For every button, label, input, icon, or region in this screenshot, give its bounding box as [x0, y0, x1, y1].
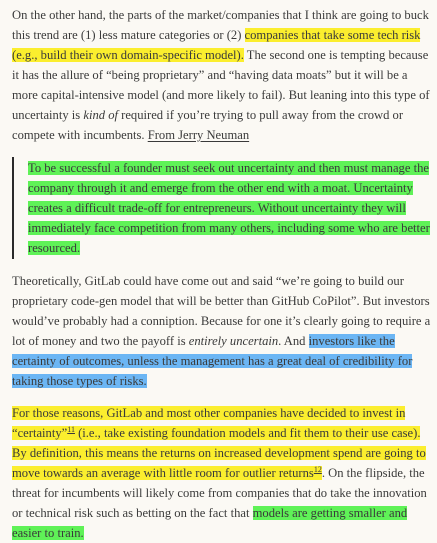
paragraph-text: required if you’re trying to pull away from the crowd or compete with incumbents. [12, 108, 404, 142]
emphasis-text: entirely uncertain [188, 334, 279, 348]
footnote-ref-11[interactable]: 11 [67, 426, 75, 440]
paragraph-certainty [12, 403, 432, 543]
paragraph-text: The second one is tempting because it has the allure of “being proprietary” and “having data moats” but it will be a more capital-intensive model (and more likely to fail). But leaning into this type of uncertainty is [12, 48, 430, 122]
highlight-yellow[interactable]: (i.e., take existing foundation models and fit them to their use case). By definition, this means the returns on increased development spend are going to move towards an average with little room for outlier returns [12, 426, 426, 480]
paragraph-text: . And [278, 334, 309, 348]
footnote-ref-12[interactable]: 12 [314, 466, 322, 480]
highlight-yellow[interactable]: companies that take some tech risk (e.g., build their own domain-specific model). [12, 28, 421, 62]
source-link-jerry-neuman[interactable]: From Jerry Neuman [147, 128, 250, 142]
highlight-blue[interactable]: investors like the certainty of outcomes, unless the management has a great deal of credibility for taking those types of risks. [12, 334, 413, 388]
paragraph-market-trend [12, 5, 432, 145]
paragraph-gitlab [12, 271, 432, 391]
article-body [12, 5, 432, 543]
blockquote [12, 157, 432, 259]
paragraph-text: On the other hand, the parts of the market/companies that I think are going to buck this trend are (1) less mature categories or (2) [12, 8, 429, 42]
highlight-green[interactable]: models are getting smaller and easier to train. [12, 506, 408, 540]
emphasis-text: kind of [83, 108, 118, 122]
highlight-yellow[interactable]: For those reasons, GitLab and most other companies have decided to invest in “certainty” [12, 406, 406, 440]
quote-text [28, 158, 432, 258]
paragraph-text: Theoretically, GitLab could have come out and said “we’re going to build our proprietary code-gen model that will be better than GitHub CoPilot”. But investors would’ve probably had a conniption. Because for one it’s clearly going to require a lot of money and two the payoff is [12, 274, 431, 348]
paragraph-text: . On the flipside, the threat for incumbents will likely come from companies that do take the innovation or technical risk such as betting on the fact that [12, 466, 427, 520]
highlight-green[interactable]: To be successful a founder must seek out uncertainty and then must manage the company through it and emerge from the other end with a moat. Uncertainty creates a difficult trade-off for entrepreneurs. Without uncertainty they will immediately face competition from many others, including some who are better resourced. [28, 161, 430, 255]
